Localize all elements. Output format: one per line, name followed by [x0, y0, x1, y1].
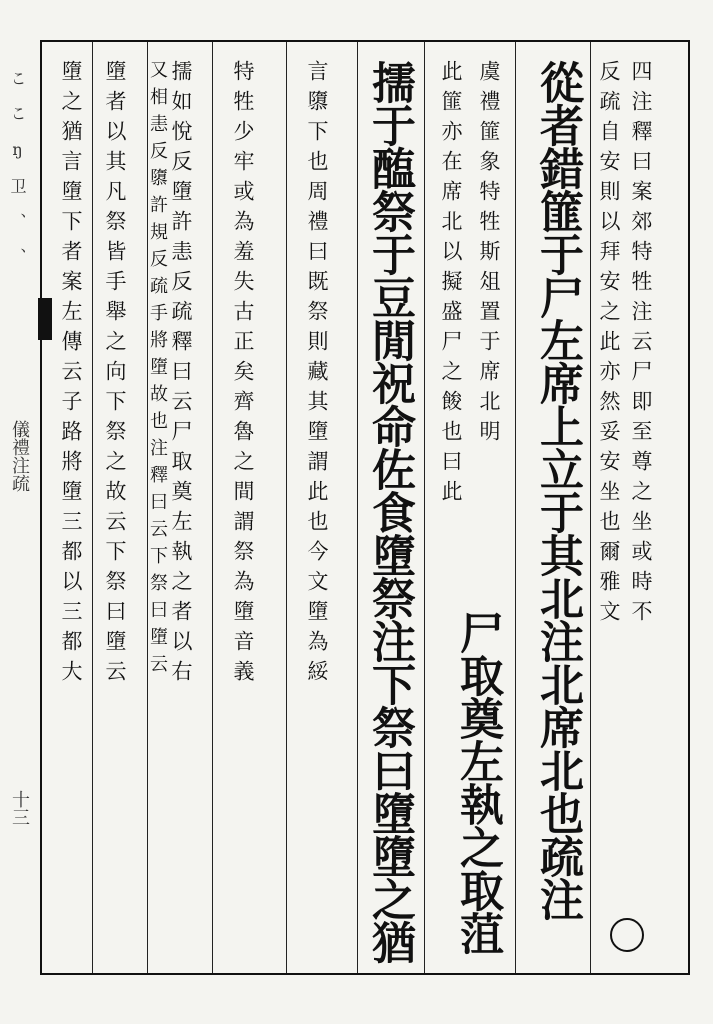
column-rule [286, 42, 287, 973]
page-number: 十三 [9, 790, 30, 826]
text-column-2: 反疏自安則以拜安之此亦然妥安坐也爾雅文 [597, 60, 621, 630]
column-rule [515, 42, 516, 973]
text-column-9: 特牲少牢或為羞失古正矣齊魯之間謂祭為墮音義 [231, 60, 255, 690]
text-column-4: 虞禮篚象特牲斯俎置于席北明 [477, 60, 501, 450]
text-column-7: 擩于醢祭于豆閒祝命佐食墮祭注下祭曰墮墮之猶 [364, 60, 415, 963]
circle-mark [610, 918, 644, 952]
text-column-13: 墮之猶言墮下者案左傳云子路將墮三都以三都大 [59, 60, 83, 690]
column-rule [590, 42, 591, 973]
margin-book-title: 儀禮注疏 [9, 420, 30, 492]
text-column-5: 此篚亦在席北以擬盛尸之餕也曰此 [439, 60, 463, 510]
text-column-11: 又相恚反隳許規反疏手將墮故也注釋曰云下祭曰墮云 [147, 60, 168, 681]
text-column-12: 墮者以其凡祭皆手舉之向下祭之故云下祭曰墮云 [103, 60, 127, 690]
margin-top-glyphs: こ こ ŋ 卫 、 、 [8, 70, 27, 264]
text-column-3: 從者錯篚于尸左席上立于其北注北席北也疏注 [532, 60, 583, 920]
text-column-1: 四注釋曰案郊特牲注云尸即至尊之坐或時不 [629, 60, 653, 630]
text-column-8: 言隳下也周禮曰既祭則藏其墮謂此也今文墮為綏 [305, 60, 329, 690]
column-rule [92, 42, 93, 973]
column-rule [357, 42, 358, 973]
column-rule [212, 42, 213, 973]
edge-black-mark [38, 298, 52, 340]
text-column-10: 擩如悅反墮許恚反疏釋曰云尸取奠左執之者以右 [169, 60, 193, 690]
text-column-6: 尸取奠左執之取菹 [452, 610, 503, 954]
column-rule [424, 42, 425, 973]
